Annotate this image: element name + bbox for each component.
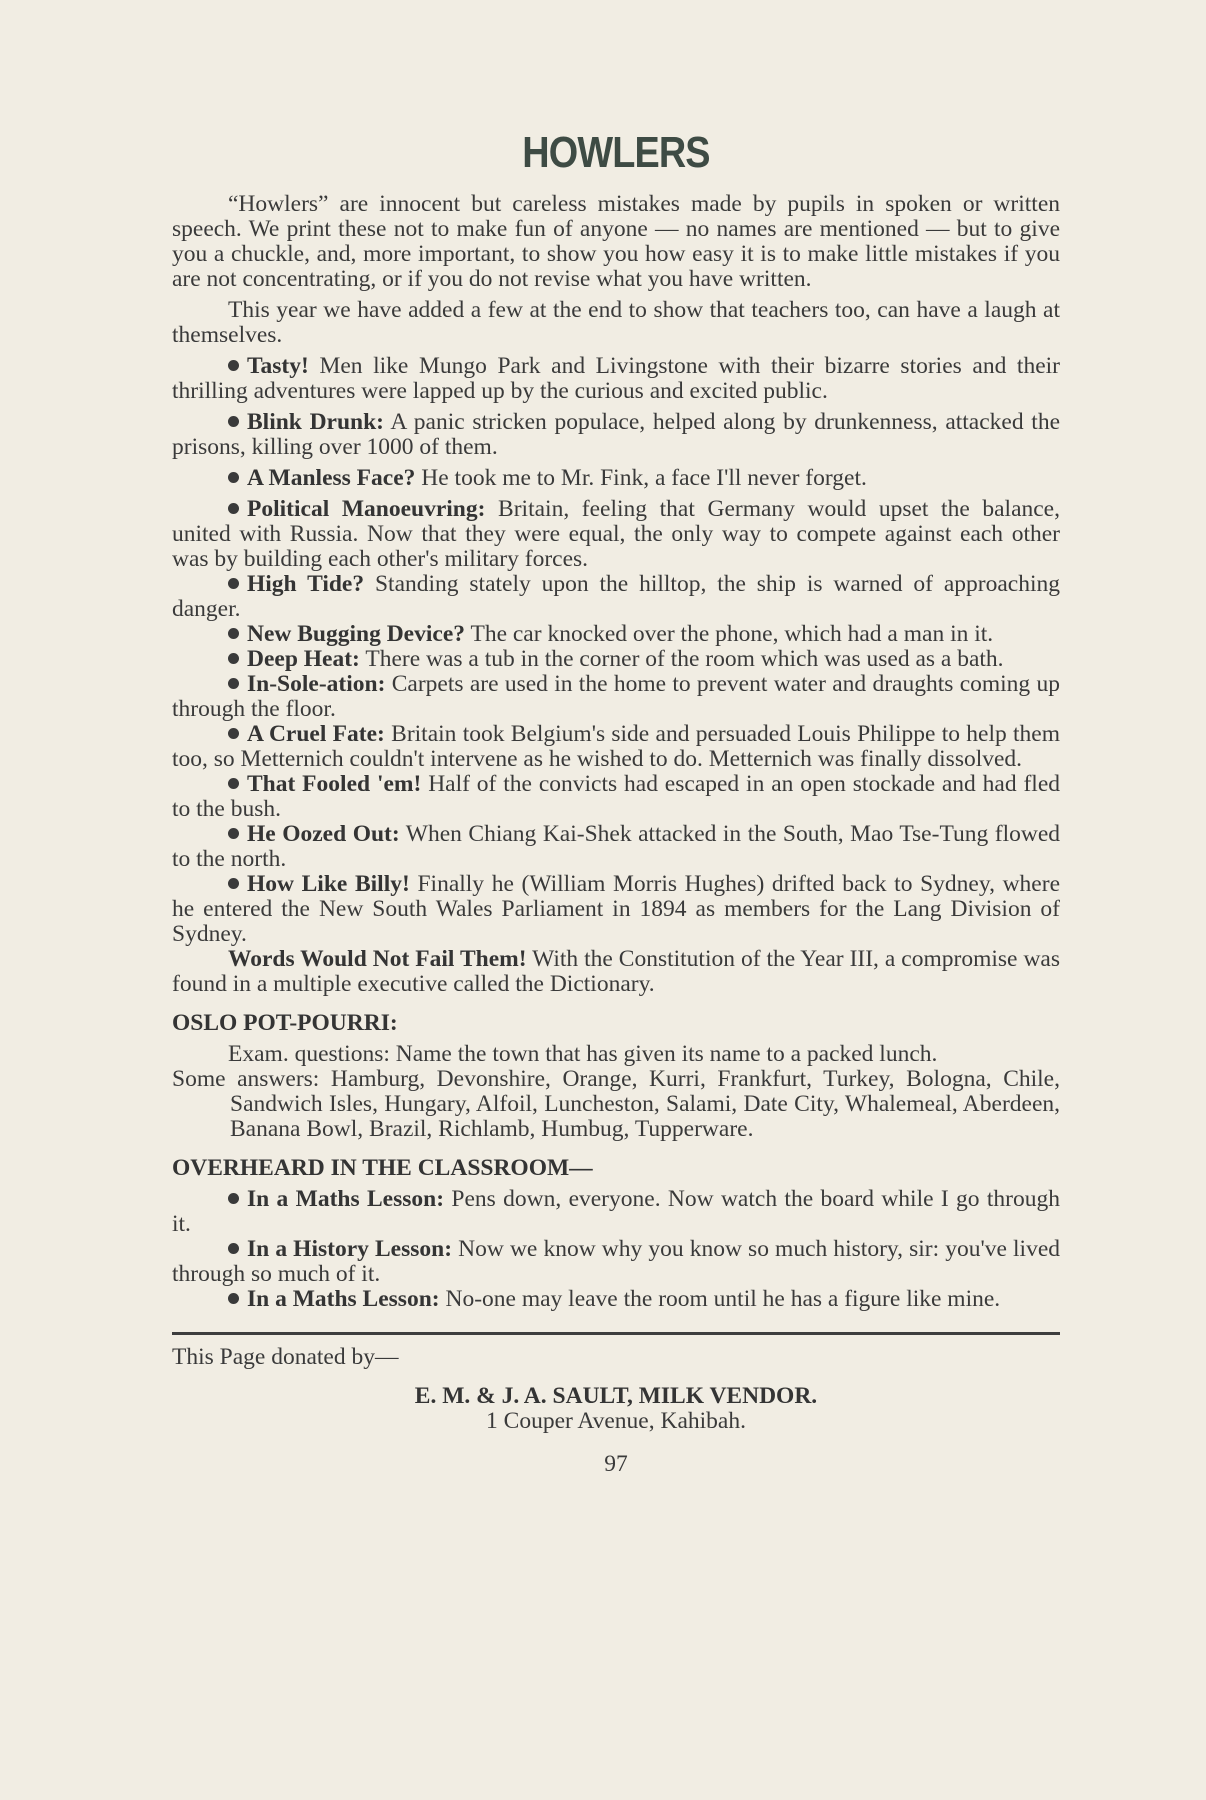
howler-text: Half of the convicts had escaped in an open stockade and had fled to the bush.	[172, 771, 1061, 822]
howler-item	[172, 647, 1060, 672]
bullet-icon	[228, 360, 239, 371]
howler-item	[172, 947, 1060, 997]
bullet-icon	[228, 416, 239, 427]
bullet-icon	[228, 878, 239, 889]
bullet-icon	[228, 828, 239, 839]
classroom-text: Pens down, everyone. Now watch the board while I go through it.	[172, 1186, 1061, 1237]
howler-item	[172, 497, 1060, 572]
donor-address: 1 Couper Avenue, Kahibah.	[486, 1408, 746, 1434]
howler-item	[172, 822, 1060, 872]
howler-title: High Tide?	[247, 571, 365, 597]
bullet-icon	[228, 653, 239, 664]
classroom-text: No-one may leave the room until he has a figure like mine.	[445, 1286, 1001, 1312]
classroom-heading: OVERHEARD IN THE CLASSROOM—	[172, 1155, 593, 1181]
bullet-icon	[228, 778, 239, 789]
howler-text: Carpets are used in the home to prevent water and draughts coming up through the floor.	[172, 671, 1060, 722]
howler-title: A Manless Face?	[247, 465, 416, 491]
bullet-icon	[228, 503, 239, 514]
howler-title: Political Manoeuvring:	[247, 496, 486, 522]
howler-item	[172, 622, 1060, 647]
howler-title: In-Sole-ation:	[247, 671, 386, 697]
howler-text: A panic stricken populace, helped along by drunkenness, attacked the prisons, killing over 1000 of them.	[172, 409, 1061, 460]
bullet-icon	[228, 578, 239, 589]
howler-item	[172, 572, 1060, 622]
howler-title: Blink Drunk:	[247, 409, 385, 435]
howler-text: Britain, feeling that Germany would upset the balance, united with Russia. Now that they were equal, the only way to compete against each other was by building each other's military forces.	[172, 496, 1060, 572]
howler-text: Finally he (William Morris Hughes) drifted back to Sydney, where he entered the New South Wales Parliament in 1894 as members for the Lang Division of Sydney.	[172, 871, 1060, 947]
page-content	[172, 128, 1060, 1477]
page-number: 97	[604, 1451, 628, 1477]
howler-text: There was a tub in the corner of the room which was used as a bath.	[365, 646, 1004, 672]
howler-title: He Oozed Out:	[247, 821, 400, 847]
classroom-text: Now we know why you know so much history, sir: you've lived through so much of it.	[172, 1236, 1061, 1287]
howler-text: The car knocked over the phone, which had a man in it.	[470, 621, 994, 647]
howler-text: With the Constitution of the Year III, a compromise was found in a multiple executive called the Dictionary.	[172, 946, 1060, 997]
classroom-item	[172, 1187, 1060, 1237]
howler-text: When Chiang Kai-Shek attacked in the South, Mao Tse-Tung flowed to the north.	[172, 821, 1060, 872]
page-title: HOWLERS	[522, 128, 710, 177]
howler-title: How Like Billy!	[247, 871, 410, 897]
howler-item	[172, 354, 1060, 404]
classroom-item	[172, 1237, 1060, 1287]
howler-title: Tasty!	[247, 353, 309, 379]
bullet-icon	[228, 472, 239, 483]
howler-title: Words Would Not Fail Them!	[228, 946, 527, 972]
howler-item	[172, 772, 1060, 822]
intro-paragraph: “Howlers” are innocent but careless mistakes made by pupils in spoken or written speech. We print these not to make fun of anyone — no names are mentioned — but to give you a chuckle, and, more important, to show you how easy it is to make little mistakes if you are not concentrating, or if you do not revise what you have written.	[172, 191, 1060, 292]
bullet-icon	[228, 628, 239, 639]
howler-item	[172, 410, 1060, 460]
howler-text: Britain took Belgium's side and persuaded Louis Philippe to help them too, so Metternich couldn't intervene as he wished to do. Metternich was finally dissolved.	[172, 721, 1061, 772]
howler-text: He took me to Mr. Fink, a face I'll never forget.	[421, 465, 867, 491]
classroom-title: In a History Lesson:	[247, 1236, 453, 1262]
bullet-icon	[228, 1293, 239, 1304]
howler-title: New Bugging Device?	[247, 621, 466, 647]
howler-text: Standing stately upon the hilltop, the ship is warned of approaching danger.	[172, 571, 1060, 622]
classroom-title: In a Maths Lesson:	[247, 1286, 440, 1312]
howler-item	[172, 466, 1060, 491]
howler-title: That Fooled 'em!	[247, 771, 422, 797]
oslo-answers: Some answers: Hamburg, Devonshire, Orange, Kurri, Frankfurt, Turkey, Bologna, Chile, Sandwich Isles, Hungary, Alfoil, Luncheston, Salami, Date City, Whalemeal, Aberdeen, Banana Bowl, Brazil, Richlamb, Humbug, Tupperware.	[172, 1066, 1060, 1142]
divider	[172, 1332, 1060, 1335]
oslo-heading: OSLO POT-POURRI:	[172, 1010, 398, 1036]
howler-item	[172, 722, 1060, 772]
bullet-icon	[228, 1193, 239, 1204]
howler-title: A Cruel Fate:	[247, 721, 385, 747]
donated-label: This Page donated by—	[172, 1344, 399, 1370]
oslo-question: Exam. questions: Name the town that has given its name to a packed lunch.	[228, 1041, 938, 1067]
howler-title: Deep Heat:	[247, 646, 360, 672]
howler-text: Men like Mungo Park and Livingstone with their bizarre stories and their thrilling adventures were lapped up by the curious and excited public.	[172, 353, 1060, 404]
intro-paragraph: This year we have added a few at the end to show that teachers too, can have a laugh at themselves.	[172, 297, 1060, 348]
bullet-icon	[228, 728, 239, 739]
donor-name: E. M. & J. A. SAULT, MILK VENDOR.	[414, 1383, 818, 1409]
bullet-icon	[228, 678, 239, 689]
classroom-item	[172, 1287, 1060, 1312]
howler-item	[172, 872, 1060, 947]
bullet-icon	[228, 1243, 239, 1254]
howler-item	[172, 672, 1060, 722]
classroom-title: In a Maths Lesson:	[247, 1186, 445, 1212]
